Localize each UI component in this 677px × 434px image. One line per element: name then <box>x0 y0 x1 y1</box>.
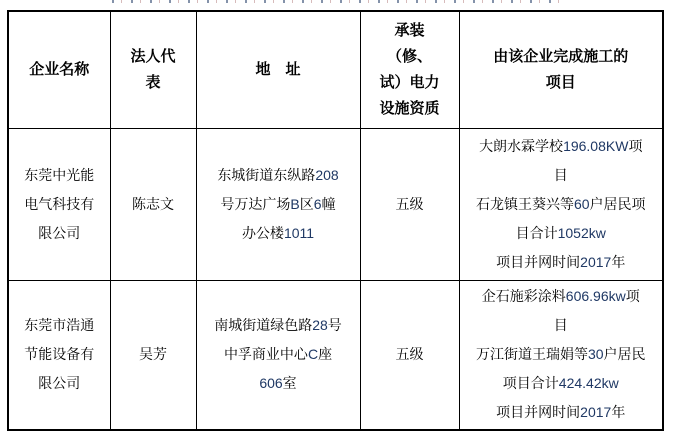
text-line: 吴芳 <box>139 346 167 363</box>
text-line: 606室 <box>259 375 297 392</box>
col-header-address <box>196 11 360 128</box>
cell-completed-projects <box>459 128 663 280</box>
text-line: 东城街道东纵路208 <box>217 166 339 183</box>
text-line: 号万达广场B区6幢 <box>220 195 336 212</box>
col-header-legal-representative <box>110 11 196 128</box>
text-line: 东莞市浩通 <box>24 317 95 334</box>
cell-legal-representative <box>110 280 196 430</box>
cell-legal-representative <box>110 128 196 280</box>
text-line: 由该企业完成施工的 <box>493 47 629 65</box>
cell-company-name <box>8 128 110 280</box>
text-line: 法人代 <box>130 47 176 65</box>
cell-qualification <box>360 128 459 280</box>
text-line: 项目并网时间2017年 <box>496 404 626 421</box>
cropped-title-remnant <box>112 0 568 3</box>
text-line: 承装 <box>394 21 425 39</box>
text-line: 设施资质 <box>379 99 440 117</box>
text-line: 项目 <box>545 73 576 91</box>
text-line: 项目并网时间2017年 <box>496 253 626 270</box>
text-line: 电气科技有 <box>24 195 95 212</box>
cell-address <box>196 280 360 430</box>
text-line: 南城街道绿色路28号 <box>214 317 342 334</box>
text-line: 五级 <box>395 346 424 363</box>
cell-company-name <box>8 280 110 430</box>
text-line: 陈志文 <box>132 195 174 212</box>
text-line: 地 址 <box>255 60 301 78</box>
cell-completed-projects <box>459 280 663 430</box>
col-header-qualification <box>360 11 459 128</box>
header-row <box>8 11 663 128</box>
text-line: 企业名称 <box>29 60 90 78</box>
qualification-table <box>7 10 664 431</box>
table-row <box>8 128 663 280</box>
text-line: 石龙镇王葵兴等60户居民项 <box>475 195 646 212</box>
cell-address <box>196 128 360 280</box>
text-line: 东莞中光能 <box>24 166 95 183</box>
text-line: 中孚商业中心C座 <box>223 346 333 363</box>
text-line: 五级 <box>395 195 424 212</box>
text-line: （修、 <box>386 47 432 65</box>
col-header-company-name <box>8 11 110 128</box>
text-line: 办公楼1011 <box>241 224 315 241</box>
table-row <box>8 280 663 430</box>
text-line: 目 <box>553 166 568 183</box>
text-line: 试）电力 <box>379 73 440 91</box>
text-line: 企石施彩涂料606.96kw项 <box>481 288 640 305</box>
cell-qualification <box>360 280 459 430</box>
text-line: 万江街道王瑞娟等30户居民 <box>475 346 646 363</box>
text-line: 限公司 <box>38 224 81 241</box>
text-line: 大朗水霖学校196.08KW项 <box>479 137 643 154</box>
text-line: 项目合计424.42kw <box>502 375 619 392</box>
col-header-completed-projects <box>459 11 663 128</box>
text-line: 节能设备有 <box>24 346 95 363</box>
text-line: 表 <box>145 73 161 91</box>
text-line: 目合计1052kw <box>515 224 606 241</box>
text-line: 限公司 <box>38 375 81 392</box>
text-line: 目 <box>553 317 568 334</box>
